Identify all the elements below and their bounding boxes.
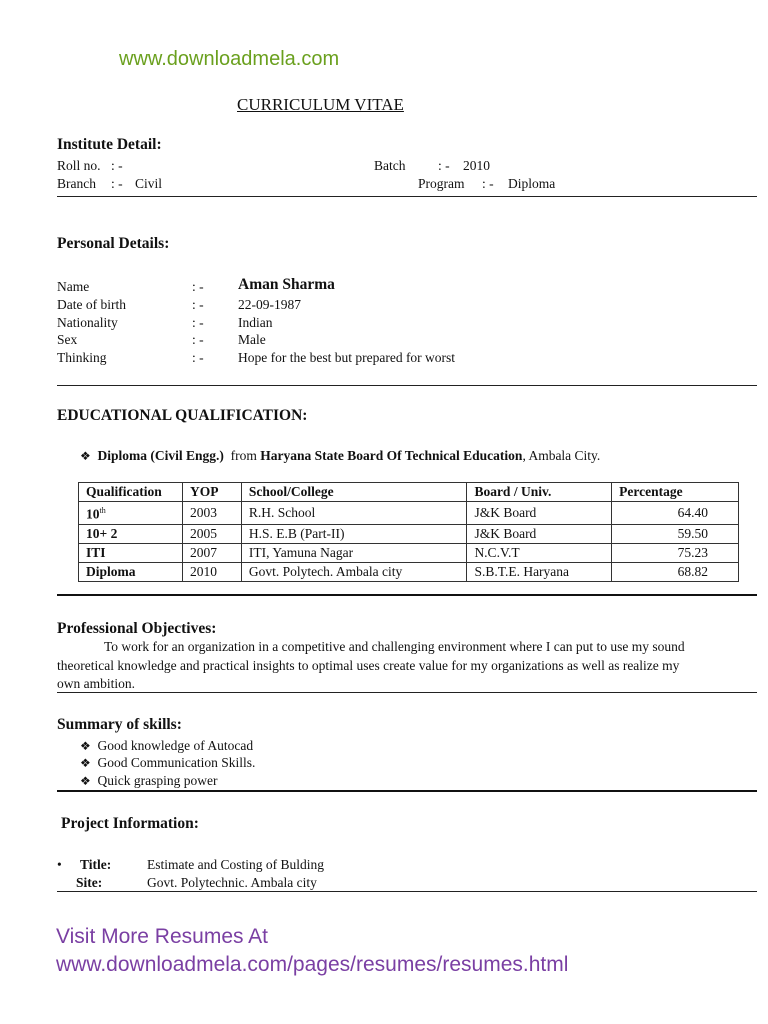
table-cell: 68.82 [612, 562, 739, 581]
site-link[interactable]: www.downloadmela.com [119, 48, 340, 70]
diamond-bullet-icon: ❖ [80, 739, 91, 753]
footer-link[interactable]: www.downloadmela.com/pages/resumes/resumes.html [56, 953, 569, 976]
program-value: Diploma [508, 176, 556, 191]
divider [57, 594, 757, 596]
list-item: ❖ Good Communication Skills. [80, 755, 256, 770]
table-cell: R.H. School [241, 502, 467, 525]
divider [57, 692, 757, 693]
diploma-board: Haryana State Board Of Technical Education [260, 448, 523, 463]
diploma-name: Diploma (Civil Engg.) [97, 448, 224, 463]
diploma-from: from [230, 448, 257, 463]
table-cell: ITI [79, 543, 183, 562]
name-sep: : - [192, 279, 204, 294]
page-title: CURRICULUM VITAE [237, 95, 404, 114]
branch-sep: : - [111, 176, 123, 191]
batch-label: Batch [374, 158, 406, 173]
program-label: Program [418, 176, 465, 191]
table-cell: 2003 [182, 502, 241, 525]
diamond-bullet-icon: ❖ [80, 756, 91, 770]
table-header: Qualification [79, 483, 183, 502]
diamond-bullet-icon: ❖ [80, 449, 91, 463]
name-label: Name [57, 279, 90, 294]
divider [57, 196, 757, 197]
table-cell: 2007 [182, 543, 241, 562]
table-cell: 64.40 [612, 502, 739, 525]
nationality-label: Nationality [57, 315, 118, 330]
thinking-sep: : - [192, 350, 204, 365]
batch-value: 2010 [463, 158, 490, 173]
branch-value: Civil [135, 176, 163, 191]
table-cell: Diploma [79, 562, 183, 581]
table-cell: Govt. Polytech. Ambala city [241, 562, 467, 581]
sex-value: Male [238, 332, 266, 347]
project-site-label: Site: [76, 875, 103, 890]
table-row [79, 543, 739, 562]
branch-label: Branch [57, 176, 96, 191]
table-cell: H.S. E.B (Part-II) [241, 524, 467, 543]
table-cell: 59.50 [612, 524, 739, 543]
nationality-value: Indian [238, 315, 273, 330]
dob-label: Date of birth [57, 297, 126, 312]
table-cell: ITI, Yamuna Nagar [241, 543, 467, 562]
objectives-line-3: own ambition. [57, 676, 135, 691]
divider [57, 385, 757, 386]
table-row [79, 524, 739, 543]
table-cell: 2005 [182, 524, 241, 543]
objectives-line-1: To work for an organization in a competitive and challenging environment where I can put to use my sound [104, 639, 685, 654]
project-site-value: Govt. Polytechnic. Ambala city [147, 875, 317, 890]
table-header: Percentage [612, 483, 739, 502]
skills-heading: Summary of skills: [57, 716, 182, 733]
personal-heading: Personal Details: [57, 235, 170, 252]
table-cell: 2010 [182, 562, 241, 581]
table-row [79, 502, 739, 525]
table-cell: 10+ 2 [79, 524, 183, 543]
list-item: ❖ Quick grasping power [80, 773, 218, 788]
diploma-city: , Ambala City. [522, 448, 601, 463]
education-heading: EDUCATIONAL QUALIFICATION: [57, 407, 308, 424]
name-value: Aman Sharma [238, 276, 335, 293]
footer-text: Visit More Resumes At [56, 925, 269, 948]
sex-label: Sex [57, 332, 78, 347]
table-cell: 10th [79, 502, 183, 525]
bullet-icon: • [57, 857, 62, 872]
thinking-label: Thinking [57, 350, 107, 365]
table-cell: J&K Board [467, 502, 612, 525]
roll-label: Roll no. [57, 158, 101, 173]
dob-value: 22-09-1987 [238, 297, 301, 312]
sex-sep: : - [192, 332, 204, 347]
list-item: ❖ Good knowledge of Autocad [80, 738, 254, 753]
thinking-value: Hope for the best but prepared for worst [238, 350, 456, 365]
dob-sep: : - [192, 297, 204, 312]
objectives-heading: Professional Objectives: [57, 620, 217, 637]
institute-heading: Institute Detail: [57, 136, 162, 153]
table-header: School/College [241, 483, 467, 502]
program-sep: : - [482, 176, 494, 191]
table-cell: 75.23 [612, 543, 739, 562]
divider [57, 891, 757, 892]
roll-sep: : - [111, 158, 123, 173]
table-cell: N.C.V.T [467, 543, 612, 562]
table-cell: S.B.T.E. Haryana [467, 562, 612, 581]
table-row [79, 562, 739, 581]
divider [57, 790, 757, 792]
objectives-line-2: theoretical knowledge and practical insights to optimal uses create value for my organizations as well as realize my [57, 658, 680, 673]
table-header: Board / Univ. [467, 483, 612, 502]
table-header-row [79, 483, 739, 502]
project-heading: Project Information: [61, 815, 199, 832]
table-header: YOP [182, 483, 241, 502]
batch-sep: : - [438, 158, 450, 173]
project-title-label: Title: [80, 857, 112, 872]
diploma-line [80, 447, 600, 465]
nationality-sep: : - [192, 315, 204, 330]
project-title-value: Estimate and Costing of Bulding [147, 857, 324, 872]
diamond-bullet-icon: ❖ [80, 774, 91, 788]
table-cell: J&K Board [467, 524, 612, 543]
qualification-table [78, 482, 739, 582]
